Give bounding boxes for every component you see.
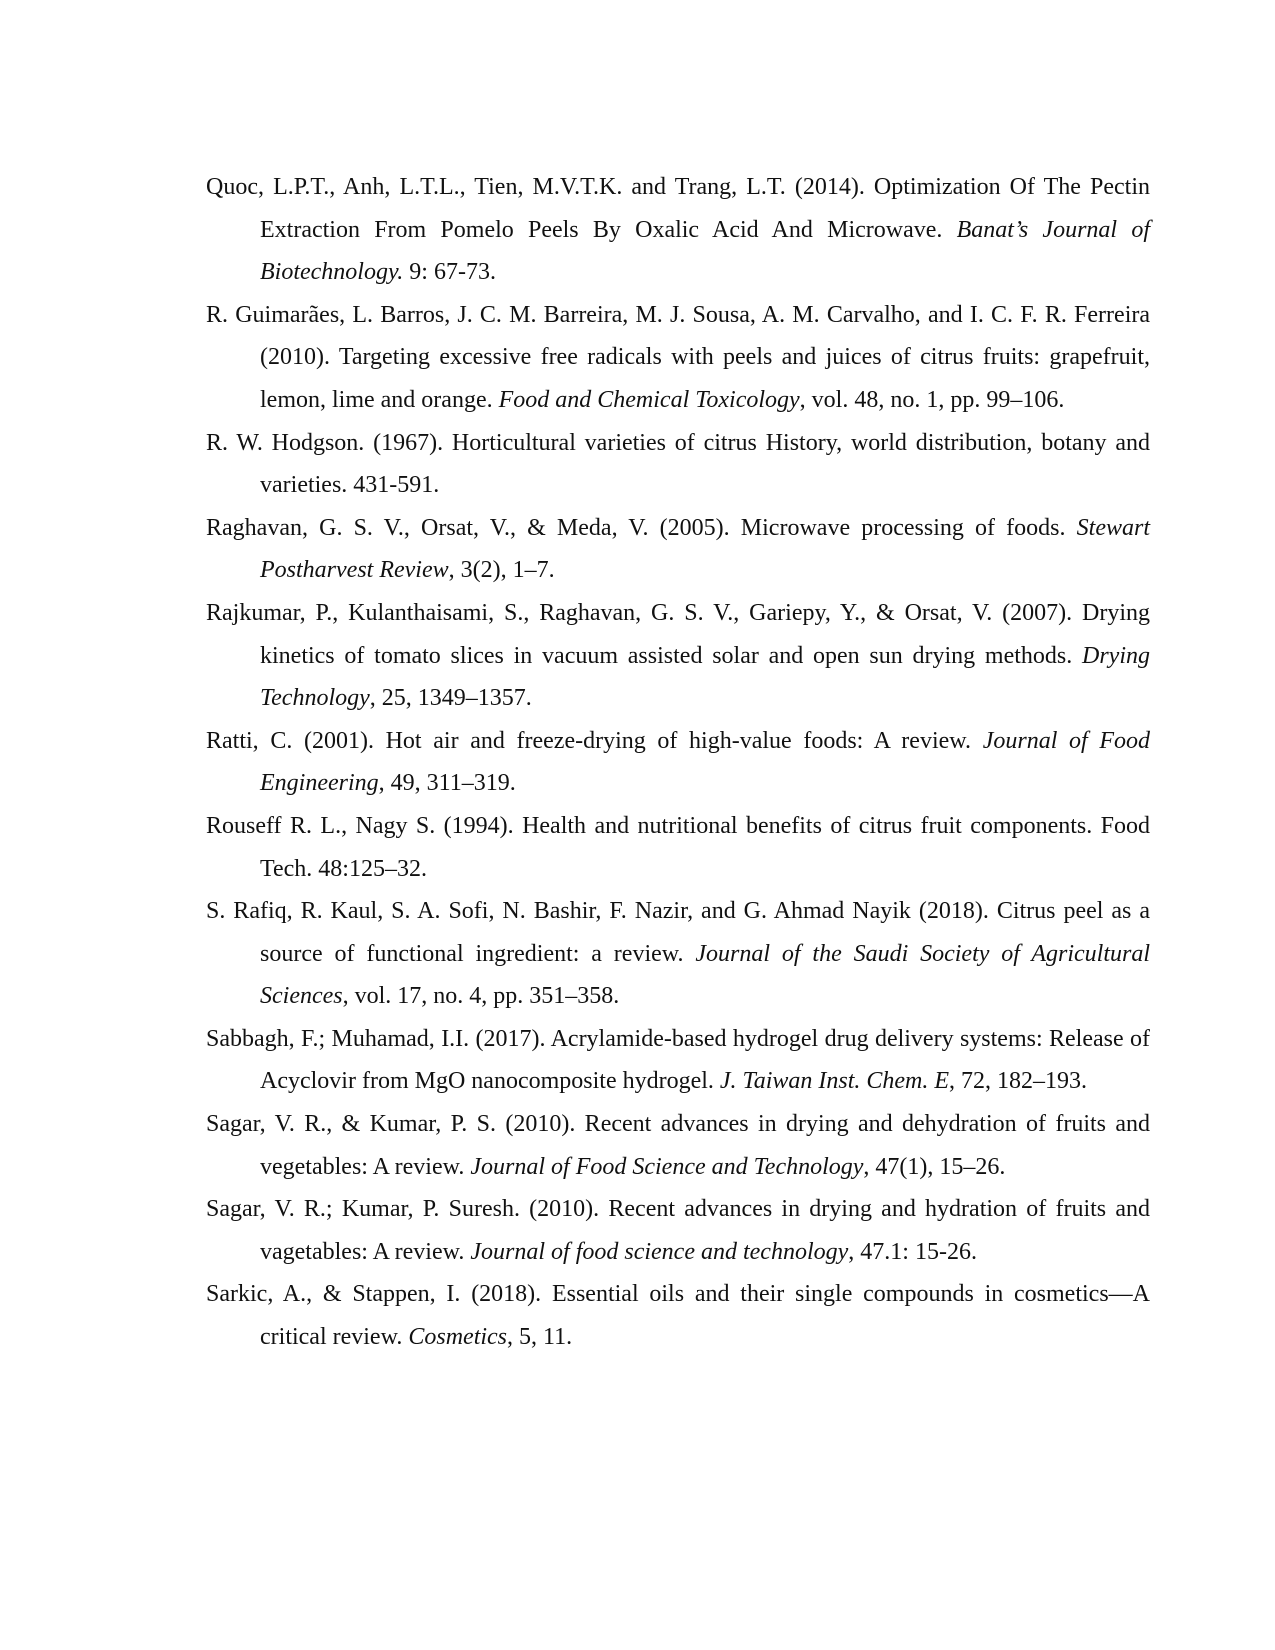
reference-entry bbox=[206, 294, 1150, 422]
reference-text: R. W. Hodgson. (1967). Horticultural varieties of citrus History, world distribution, botany and varieties. 431-591. bbox=[206, 429, 1150, 499]
reference-text: S. Rafiq, R. Kaul, S. A. Sofi, N. Bashir, F. Nazir, and G. Ahmad Nayik (2018). Citrus peel as a source of functional ingredient: a review. bbox=[206, 898, 1150, 967]
reference-details: , vol. 17, no. 4, pp. 351–358. bbox=[342, 983, 620, 1010]
reference-list bbox=[206, 166, 1150, 1359]
reference-details: 9: 67-73. bbox=[403, 259, 496, 286]
reference-entry bbox=[206, 422, 1150, 507]
reference-journal: Cosmetics bbox=[408, 1324, 508, 1351]
reference-journal: Banat’s Journal of Biotechnology. bbox=[260, 216, 1150, 286]
reference-journal: Food and Chemical Toxicology bbox=[498, 386, 800, 413]
reference-journal: J. Taiwan Inst. Chem. E bbox=[719, 1068, 950, 1095]
reference-journal: Drying Technology bbox=[260, 642, 1150, 712]
reference-text: Sagar, V. R.; Kumar, P. Suresh. (2010). Recent advances in drying and hydration of fruits and vagetables: A review. bbox=[206, 1196, 1150, 1265]
reference-text: Sarkic, A., & Stappen, I. (2018). Essential oils and their single compounds in cosmetics—A critical review. bbox=[206, 1281, 1150, 1351]
reference-text: Sabbagh, F.; Muhamad, I.I. (2017). Acrylamide-based hydrogel drug delivery systems: Release of Acyclovir from MgO nanocomposite hydrogel. bbox=[206, 1025, 1150, 1095]
reference-details: , 25, 1349–1357. bbox=[369, 685, 532, 712]
reference-entry bbox=[206, 1273, 1150, 1358]
reference-entry bbox=[206, 805, 1150, 890]
reference-details: , 47.1: 15-26. bbox=[848, 1238, 977, 1265]
reference-text: Rouseff R. L., Nagy S. (1994). Health and nutritional benefits of citrus fruit components. Food Tech. 48:125–32. bbox=[206, 812, 1150, 882]
reference-entry bbox=[206, 890, 1150, 1018]
reference-text: Quoc, L.P.T., Anh, L.T.L., Tien, M.V.T.K. and Trang, L.T. (2014). Optimization Of The Pectin Extraction From Pomelo Peels By Oxalic Acid And Microwave. bbox=[206, 174, 1150, 243]
reference-entry bbox=[206, 1018, 1150, 1103]
reference-details: , vol. 48, no. 1, pp. 99–106. bbox=[799, 386, 1065, 413]
reference-entry bbox=[206, 507, 1150, 592]
reference-text: Rajkumar, P., Kulanthaisami, S., Raghavan, G. S. V., Gariepy, Y., & Orsat, V. (2007). Drying kinetics of tomato slices in vacuum assisted solar and open sun drying methods. bbox=[206, 599, 1150, 669]
reference-entry bbox=[206, 592, 1150, 720]
reference-text: Ratti, C. (2001). Hot air and freeze-drying of high-value foods: A review. bbox=[206, 727, 983, 754]
reference-details: , 3(2), 1–7. bbox=[448, 557, 555, 584]
reference-details: , 72, 182–193. bbox=[949, 1068, 1088, 1095]
reference-details: , 5, 11. bbox=[507, 1324, 573, 1351]
reference-journal: Journal of Food Engineering bbox=[260, 727, 1150, 797]
reference-entry bbox=[206, 720, 1150, 805]
reference-text: Sagar, V. R., & Kumar, P. S. (2010). Recent advances in drying and dehydration of fruits and vegetables: A review. bbox=[206, 1111, 1150, 1180]
reference-text: R. Guimarães, L. Barros, J. C. M. Barreira, M. J. Sousa, A. M. Carvalho, and I. C. F. R. Ferreira (2010). Targeting excessive free radicals with peels and juices of citrus fruits: grapefruit, lemon, lime and orange. bbox=[206, 301, 1150, 413]
reference-journal: Stewart Postharvest Review bbox=[260, 514, 1150, 584]
reference-text: Raghavan, G. S. V., Orsat, V., & Meda, V. (2005). Microwave processing of foods. bbox=[206, 514, 1077, 541]
reference-entry bbox=[206, 1188, 1150, 1273]
reference-details: , 47(1), 15–26. bbox=[863, 1153, 1006, 1180]
reference-details: , 49, 311–319. bbox=[378, 770, 516, 797]
reference-entry bbox=[206, 166, 1150, 294]
reference-journal: Journal of the Saudi Society of Agricultural Sciences bbox=[260, 940, 1150, 1010]
reference-journal: Journal of food science and technology bbox=[470, 1238, 849, 1265]
reference-entry bbox=[206, 1103, 1150, 1188]
reference-journal: Journal of Food Science and Technology bbox=[470, 1153, 864, 1180]
